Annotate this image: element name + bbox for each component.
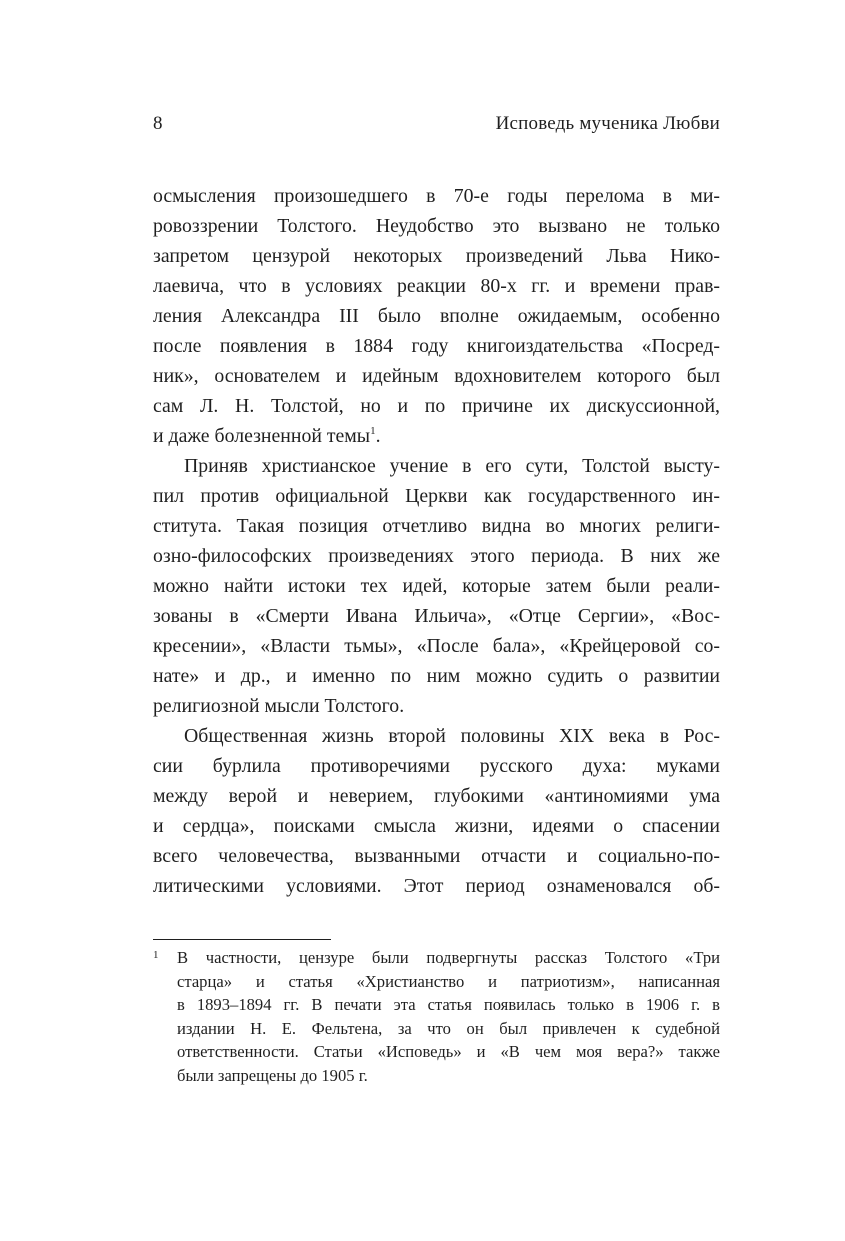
footnote-1: [153, 946, 720, 1087]
text-line: религиозной мысли Толстого.: [153, 695, 405, 717]
running-title: Исповедь мученика Любви: [495, 113, 720, 134]
text-line: можно найти истоки тех идей, которые затем были реали-: [153, 575, 720, 597]
text-line: озно-философских произведениях этого периода. В них же: [153, 545, 720, 567]
footnote-line: ответственности. Статьи «Исповедь» и «В чем моя вера?» также: [177, 1042, 720, 1061]
paragraph-1: [153, 181, 720, 451]
footnote-line: в 1893–1894 гг. В печати эта статья появилась только в 1906 г. в: [177, 995, 720, 1014]
text-line-tail: .: [375, 425, 381, 447]
footnote-line: В частности, цензуре были подвергнуты рассказ Толстого «Три: [177, 948, 720, 967]
text-line: после появления в 1884 году книгоиздательства «Посред-: [153, 335, 720, 357]
footnote-line: старца» и статья «Христианство и патриотизм», написанная: [177, 971, 720, 991]
text-line: всего человечества, вызванными отчасти и социально-по-: [153, 845, 720, 867]
footnote-reference[interactable]: 1: [370, 425, 376, 437]
text-line: лаевича, что в условиях реакции 80-х гг. и времени прав-: [153, 275, 720, 297]
paragraph-2: [153, 451, 720, 721]
text-line: между верой и неверием, глубокими «антиномиями ума: [153, 785, 720, 807]
text-line: Приняв христианское учение в его сути, Толстой высту-: [184, 455, 720, 477]
text-line: ник», основателем и идейным вдохновителем которого был: [153, 365, 720, 387]
footnote-marker: 1: [153, 949, 159, 961]
text-line: ровоззрении Толстого. Неудобство это вызвано не только: [153, 215, 720, 237]
text-line: кресении», «Власти тьмы», «После бала», «Крейцеровой со-: [153, 635, 720, 657]
main-text: [153, 181, 720, 901]
page-number: 8: [153, 113, 163, 134]
text-line: Общественная жизнь второй половины XIX века в Рос-: [184, 725, 720, 747]
text-line: литическими условиями. Этот период ознаменовался об-: [153, 875, 720, 897]
footnote-separator: [153, 939, 331, 940]
text-line: ления Александра III было вполне ожидаемым, особенно: [153, 305, 720, 327]
text-line: пил против официальной Церкви как государственного ин-: [153, 485, 720, 507]
text-line: нате» и др., и именно по ним можно судить о развитии: [153, 665, 720, 687]
paragraph-3: [153, 721, 720, 901]
text-line: зованы в «Смерти Ивана Ильича», «Отце Сергии», «Вос-: [153, 605, 720, 627]
text-line: ститута. Такая позиция отчетливо видна во многих религи-: [153, 515, 720, 537]
text-line: сии бурлила противоречиями русского духа: муками: [153, 755, 720, 777]
footnote-line: издании Н. Е. Фельтена, за что он был привлечен к судебной: [177, 1018, 720, 1038]
text-line: [153, 421, 720, 451]
text-line-content: и даже болезненной темы: [153, 425, 371, 447]
text-line: осмысления произошедшего в 70-е годы перелома в ми-: [153, 185, 720, 207]
text-line: запретом цензурой некоторых произведений Льва Нико-: [153, 245, 720, 267]
footnote-line: были запрещены до 1905 г.: [177, 1065, 368, 1085]
text-line: и сердца», поисками смысла жизни, идеями о спасении: [153, 815, 720, 837]
text-line: сам Л. Н. Толстой, но и по причине их дискуссионной,: [153, 395, 720, 417]
footnote-text: [177, 946, 720, 1087]
